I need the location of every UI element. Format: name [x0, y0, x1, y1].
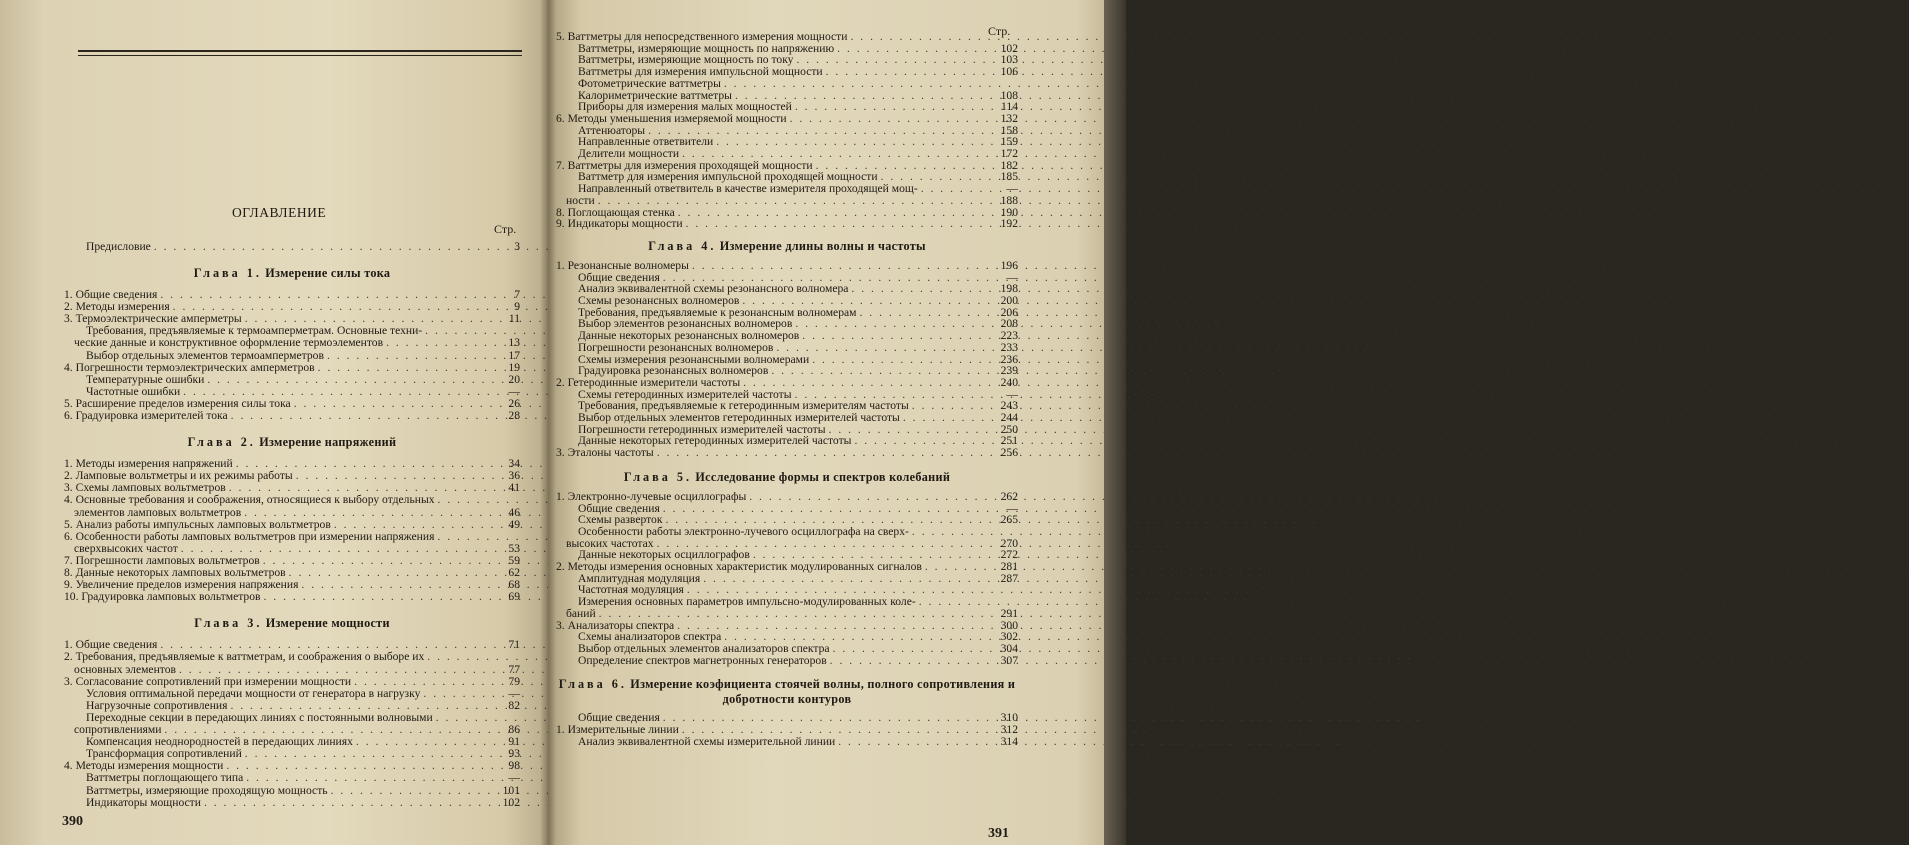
dot-leader: [331, 784, 495, 797]
toc-entry: [74, 663, 520, 676]
toc-entry-title: сопротивлениями: [74, 723, 162, 736]
toc-entry: [86, 735, 520, 748]
toc-entry: [64, 457, 520, 470]
right-page: [548, 0, 1104, 845]
toc-entry-title: элементов ламповых вольтметров: [74, 505, 242, 519]
dot-leader: [207, 373, 495, 386]
chapter-heading: [556, 239, 1018, 254]
toc-entry-title: 2. Гетеродинные измерители частоты: [556, 375, 741, 389]
page-number: 390: [62, 814, 83, 829]
toc-entry-title: 6. Градуировка измерителей тока: [64, 409, 228, 422]
toc-entry-title: Схемы разверток: [578, 513, 663, 527]
toc-entry-title: Выбор отдельных элементов гетеродинных измерителей частоты: [578, 411, 900, 424]
toc-entry-title: 6. Методы уменьшения измеряемой мощности: [556, 111, 787, 125]
dot-leader: [427, 650, 495, 663]
toc-entry-page: 206: [1000, 305, 1018, 319]
toc-entry-title: Выбор элементов резонансных волномеров: [578, 317, 793, 331]
toc-entry-page: 13: [508, 336, 520, 350]
dot-leader: [154, 240, 495, 253]
toc-entry-page: 262: [1000, 489, 1018, 503]
toc-entry-title: Ваттметры для измерения импульсной мощности: [578, 65, 823, 79]
toc-entry-page: 251: [1000, 434, 1018, 448]
toc-entry-page: 192: [1000, 217, 1018, 231]
toc-entry-page: 102: [502, 795, 520, 809]
toc-entry-title: Измерения основных параметров импульсно-модулированных коле-: [578, 595, 916, 609]
toc-entry-title: 9. Индикаторы мощности: [556, 217, 683, 231]
toc-entry-page: 79: [508, 674, 520, 688]
toc-entry-title: Трансформация сопротивлений: [86, 747, 242, 761]
toc-entry: [64, 590, 520, 603]
toc-entry-title: Погрешности резонансных волномеров: [578, 340, 774, 354]
dot-leader: [226, 759, 495, 772]
chapter-title: Измерение мощности: [262, 616, 390, 631]
toc-entry-title: Требования, предъявляемые к гетеродинным измерителям частоты: [578, 399, 909, 413]
toc-entry-page: —: [1006, 270, 1018, 284]
dot-leader: [231, 409, 495, 422]
toc-entry-page: 62: [508, 566, 520, 579]
toc-entry-page: 46: [508, 505, 520, 519]
toc-entry: [86, 349, 520, 362]
toc-entry-title: 1. Общие сведения: [64, 638, 158, 652]
dot-leader: [229, 481, 495, 494]
toc-entry-title: Требования, предъявляемые к термоамперметрам. Основные техни-: [86, 324, 423, 338]
toc-entry-title: ческие данные и конструктивное оформление термоэлементов: [74, 336, 384, 350]
dot-leader: [204, 796, 495, 809]
toc-entry-page: 102: [1000, 41, 1018, 55]
toc-entry-title: Предисловие: [86, 240, 151, 253]
dot-leader: [838, 735, 993, 748]
toc-entry-title: Определение спектров магнетронных генераторов: [578, 653, 827, 667]
toc-entry-page: 198: [1000, 282, 1018, 296]
toc-entry: [64, 759, 520, 772]
toc-entry-title: Делители мощности: [578, 147, 680, 160]
toc-entry-page: 281: [1000, 560, 1018, 573]
dot-leader: [160, 638, 495, 651]
toc-entry-title: 2. Методы измерения: [64, 300, 170, 314]
toc-entry-title: основных элементов: [74, 662, 176, 676]
toc-entry: [64, 518, 520, 531]
toc-entry-title: Ваттметры поглощающего типа: [86, 771, 244, 785]
dot-leader: [183, 385, 495, 398]
dot-leader: [289, 566, 495, 579]
toc-entry-page: 3: [514, 240, 520, 253]
toc-entry-page: 196: [1000, 258, 1018, 272]
toc-entry-title: Калориметрические ваттметры: [578, 88, 732, 102]
toc-entry-title: Выбор отдельных элементов термоамперметров: [86, 348, 324, 362]
toc-entry-title: 4. Основные требования и соображения, относящиеся к выбору отдельных: [64, 493, 435, 507]
dot-leader: [318, 361, 495, 374]
toc-entry-title: Ваттметры, измеряющие мощность по напряжению: [578, 41, 835, 55]
toc-entry-page: 91: [508, 735, 520, 749]
toc-entry-title: 7. Ваттметры для измерения проходящей мощности: [556, 158, 813, 172]
toc-entry-page: 188: [1000, 193, 1018, 207]
toc-entry-page: 68: [508, 578, 520, 592]
dot-leader: [425, 324, 495, 337]
dot-leader: [264, 590, 496, 603]
toc-entry: [64, 638, 520, 651]
toc-entry: [64, 578, 520, 591]
dot-leader: [245, 312, 495, 325]
toc-entry-title: 1. Измерительные линии: [556, 723, 679, 736]
toc-entry-title: 10. Градуировка ламповых вольтметров: [64, 590, 261, 604]
toc-entry-page: 93: [508, 747, 520, 761]
dot-leader: [179, 663, 495, 676]
chapter-title: Измерение коэфициента стоячей волны, полного сопротивления и добротности контуров: [626, 677, 1016, 707]
dot-leader: [245, 747, 495, 760]
toc-entry-page: —: [1006, 387, 1018, 401]
toc-entry-title: Градуировка резонансных волномеров: [578, 364, 769, 378]
toc-entry: [86, 373, 520, 386]
toc-entry: [64, 312, 520, 325]
toc-entry-title: Анализ эквивалентной схемы резонансного волномера: [578, 282, 849, 296]
toc-entry-page: —: [508, 771, 520, 785]
dot-leader: [686, 217, 993, 230]
toc-entry-page: 41: [508, 481, 520, 495]
toc-entry-page: 98: [508, 759, 520, 773]
toc-entry-page: 86: [508, 723, 520, 736]
dot-leader: [327, 349, 495, 362]
toc-entry-title: 3. Термоэлектрические амперметры: [64, 312, 242, 326]
chapter-label: Глава 4.: [648, 238, 717, 253]
toc-entry-title: 8. Данные некоторых ламповых вольтметров: [64, 566, 286, 579]
toc-entry-page: 34: [508, 457, 520, 471]
toc-entry-title: высоких частотах: [566, 536, 654, 550]
toc-entry-title: Общие сведения: [578, 711, 660, 725]
chapter-title: Исследование формы и спектров колебаний: [692, 469, 951, 484]
dot-leader: [354, 675, 495, 688]
dot-leader: [181, 542, 495, 555]
chapter-label: Глава 5.: [623, 469, 693, 484]
toc-entry-page: 108: [1000, 88, 1018, 102]
toc-entry: [64, 675, 520, 688]
chapter-label: Глава 2.: [187, 435, 256, 450]
toc-entry-page: 287: [1000, 571, 1018, 585]
toc-entry: [64, 361, 520, 374]
dot-leader: [830, 654, 993, 667]
toc-entry: [64, 493, 520, 506]
toc-entry-title: 1. Электронно-лучевые осциллографы: [556, 489, 747, 503]
toc-entry-page: 314: [1000, 734, 1018, 748]
decorative-rule: [78, 55, 522, 56]
chapter-label: Глава 3.: [194, 616, 263, 631]
toc-entry: [74, 506, 520, 519]
toc-entry-page: 243: [1000, 399, 1018, 413]
toc-entry-page: 172: [1000, 147, 1018, 160]
page-edge: [1104, 0, 1126, 845]
toc-entry-title: Переходные секции в передающих линиях с постоянными волновыми: [86, 710, 433, 724]
toc-entry-page: 114: [1001, 100, 1018, 114]
toc-entry: [64, 530, 520, 543]
toc-entry-title: 5. Анализ работы импульсных ламповых вольтметров: [64, 517, 331, 531]
toc-entry: [86, 385, 520, 398]
toc-entry-page: 223: [1000, 329, 1018, 343]
toc-entry-title: 7. Погрешности ламповых вольтметров: [64, 553, 260, 567]
toc-entry: [86, 747, 520, 760]
toc-entry-page: 7: [514, 288, 520, 301]
toc-entry-page: 20: [508, 372, 520, 386]
toc-entry-title: 1. Резонансные волномеры: [556, 258, 689, 272]
toc-entry-title: 3. Эталоны частоты: [556, 446, 654, 460]
chapter-heading: [556, 470, 1018, 485]
dot-leader: [423, 687, 495, 700]
toc-entry-page: 19: [508, 360, 520, 374]
toc-title: ОГЛАВЛЕНИЕ: [232, 205, 327, 220]
dot-leader: [437, 530, 495, 543]
dot-leader: [386, 336, 495, 349]
toc-entry-page: 272: [1000, 548, 1018, 562]
toc-entry-title: Частотная модуляция: [578, 583, 684, 597]
toc-entry-page: 208: [1000, 317, 1018, 331]
toc-entry-page: 69: [508, 590, 520, 604]
toc-entry-page: 250: [1000, 422, 1018, 436]
toc-entry-title: Схемы резонансных волномеров: [578, 294, 740, 307]
toc-entry-title: 4. Методы измерения мощности: [64, 759, 224, 773]
dot-leader: [236, 457, 495, 470]
toc-entry-title: Анализ эквивалентной схемы измерительной линии: [578, 734, 836, 748]
toc-entry-title: Индикаторы мощности: [86, 795, 201, 809]
toc-entry-title: 6. Особенности работы ламповых вольтметров при измерении напряжения: [64, 529, 435, 543]
chapter-label: Глава 6.: [558, 677, 627, 692]
toc-entry-page: 312: [1000, 723, 1018, 736]
dot-leader: [438, 493, 495, 506]
dot-leader: [173, 300, 495, 313]
toc-entry-page: 71: [508, 638, 520, 652]
toc-entry-title: Требования, предъявляемые к резонансным волномерам: [578, 305, 857, 319]
dot-leader: [263, 554, 495, 567]
toc-entry-page: 190: [1000, 205, 1018, 219]
toc-entry-page: 159: [1000, 135, 1018, 149]
toc-entry-page: 59: [508, 553, 520, 567]
toc-entry-title: сверхвысоких частот: [74, 541, 178, 555]
page-column-label: Стр.: [988, 24, 1011, 38]
toc-entry: [86, 687, 520, 700]
toc-entry-title: 2. Методы измерения основных характеристик модулированных сигналов: [556, 560, 922, 573]
chapter-heading: [64, 616, 520, 631]
toc-entry-title: Фотометрические ваттметры: [578, 76, 721, 90]
toc-entry: [86, 784, 520, 797]
toc-entry: [64, 469, 520, 482]
toc-entry-title: Направленный ответвитель в качестве измерителя проходящей мощ-: [578, 182, 918, 196]
toc-entry-title: 3. Анализаторы спектра: [556, 618, 675, 632]
toc-entry: [64, 409, 520, 422]
toc-entry-title: 3. Согласование сопротивлений при измерении мощности: [64, 674, 352, 688]
toc-entry: [578, 654, 1018, 667]
toc-entry-page: 310: [1000, 711, 1018, 725]
toc-entry-title: 8. Поглощающая стенка: [556, 205, 675, 219]
chapter-label: Глава 1.: [193, 266, 262, 280]
toc-entry-title: 2. Требования, предъявляемые к ваттметрам, и соображения о выборе их: [64, 650, 425, 664]
toc-entry-title: Температурные ошибки: [86, 372, 205, 386]
dot-leader: [436, 711, 495, 724]
toc-entry-title: Нагрузочные сопротивления: [86, 698, 228, 712]
toc-entry-title: Компенсация неоднородностей в передающих линиях: [86, 735, 353, 749]
left-page: [0, 0, 548, 845]
toc-entry: [74, 723, 520, 736]
page-number: 391: [988, 826, 1009, 841]
toc-entry: [86, 796, 520, 809]
toc-entry: [556, 446, 1018, 459]
decorative-rule: [78, 50, 522, 52]
toc-entry-title: Схемы анализаторов спектра: [578, 630, 722, 644]
toc-entry: [64, 650, 520, 663]
toc-entry-title: Схемы гетеродинных измерителей частоты: [578, 387, 792, 401]
toc-entry-title: 4. Погрешности термоэлектрических амперметров: [64, 360, 315, 374]
toc-entry-title: Особенности работы электронно-лучевого осциллографа на сверх-: [578, 524, 909, 538]
toc-entry-page: 236: [1000, 352, 1018, 366]
toc-entry-title: баний: [566, 606, 596, 620]
toc-entry-page: 270: [1000, 536, 1018, 550]
toc-entry: [64, 481, 520, 494]
toc-entry-title: Общие сведения: [578, 270, 660, 284]
toc-entry-page: 103: [1000, 53, 1018, 67]
toc-entry-page: —: [508, 384, 520, 398]
toc-entry-title: Направленные ответвители: [578, 135, 714, 149]
dot-leader: [230, 699, 495, 712]
toc-entry: [64, 554, 520, 567]
toc-entry-title: Общие сведения: [578, 501, 660, 515]
toc-entry-page: —: [1006, 501, 1018, 515]
toc-entry-page: 36: [508, 469, 520, 483]
dot-leader: [301, 578, 495, 591]
toc-entry-title: Ваттметры, измеряющие мощность по току: [578, 53, 794, 67]
book-gutter: [540, 0, 556, 845]
toc-entry-page: 239: [1000, 364, 1018, 378]
toc-entry-title: 1. Методы измерения напряжений: [64, 457, 233, 471]
toc-entry: [74, 542, 520, 555]
toc-entry-page: 244: [1000, 411, 1018, 424]
toc-entry-page: 240: [1000, 375, 1018, 389]
chapter-title: Измерение напряжений: [255, 435, 397, 450]
toc-entry-page: 11: [508, 312, 520, 326]
dot-leader: [244, 506, 495, 519]
toc-entry-page: 304: [1000, 641, 1018, 655]
toc-entry-title: Условия оптимальной передачи мощности от генератора в нагрузку: [86, 686, 421, 700]
toc-entry-page: 132: [1000, 111, 1018, 125]
toc-entry-page: 182: [1000, 158, 1018, 172]
toc-entry-page: 256: [1000, 446, 1018, 460]
toc-entry-title: 5. Расширение пределов измерения силы тока: [64, 396, 291, 410]
toc-entry-page: 101: [502, 783, 520, 797]
dot-leader: [160, 288, 495, 301]
toc-entry: [74, 336, 520, 349]
toc-entry-page: 26: [508, 396, 520, 410]
toc-entry: [86, 699, 520, 712]
toc-entry: [86, 324, 520, 337]
chapter-heading: [556, 677, 1018, 707]
toc-entry-page: 49: [508, 517, 520, 531]
toc-entry: [64, 566, 520, 579]
toc-entry-page: 233: [1000, 340, 1018, 354]
toc-entry-page: 300: [1000, 618, 1018, 632]
toc-entry-page: 302: [1000, 630, 1018, 644]
toc-entry-page: 82: [508, 698, 520, 712]
toc-entry-page: 17: [508, 348, 520, 362]
chapter-heading: [64, 435, 520, 450]
dot-leader: [296, 469, 495, 482]
toc-entry-title: 2. Ламповые вольтметры и их режимы работы: [64, 469, 293, 483]
toc-entry: [64, 288, 520, 301]
toc-entry-title: Данные некоторых осциллографов: [578, 548, 750, 562]
toc-entry-title: Данные некоторых гетеродинных измерителей частоты: [578, 434, 852, 448]
chapter-heading: [64, 266, 520, 281]
toc-entry-title: 1. Общие сведения: [64, 288, 158, 301]
toc-entry: [86, 711, 520, 724]
chapter-title: Измерение силы тока: [261, 266, 391, 280]
dot-leader: [356, 735, 495, 748]
dot-leader: [334, 518, 495, 531]
toc-entry-title: 5. Ваттметры для непосредственного измерения мощности: [556, 30, 848, 43]
toc-entry-title: Ваттметры, измеряющие проходящую мощность: [86, 783, 328, 797]
toc-entry-title: Выбор отдельных элементов анализаторов спектра: [578, 641, 830, 655]
toc-entry: [64, 300, 520, 313]
toc-entry-page: 9: [514, 300, 520, 314]
toc-entry-title: Погрешности гетеродинных измерителей частоты: [578, 422, 826, 436]
page-column-label: Стр.: [494, 222, 517, 236]
toc-entry-title: Схемы измерения резонансными волномерами: [578, 352, 810, 366]
toc-entry-page: 106: [1000, 65, 1018, 79]
toc-entry-page: 28: [508, 409, 520, 422]
toc-entry-page: —: [508, 686, 520, 700]
toc-entry-page: 200: [1000, 294, 1018, 307]
toc-entry: [86, 240, 520, 253]
toc-entry-title: Аттенюаторы: [578, 123, 646, 137]
toc-entry-title: Ваттметр для измерения импульсной проходящей мощности: [578, 170, 878, 184]
chapter-title: Измерение длины волны и частоты: [716, 238, 926, 253]
toc-entry: [556, 217, 1018, 230]
toc-entry: [64, 397, 520, 410]
toc-entry: [578, 735, 1018, 748]
toc-entry-title: 9. Увеличение пределов измерения напряжения: [64, 578, 299, 592]
toc-entry-title: 3. Схемы ламповых вольтметров: [64, 481, 226, 495]
toc-entry-page: 307: [1000, 653, 1018, 667]
dot-leader: [164, 723, 495, 736]
toc-entry-page: 77: [508, 662, 520, 676]
dot-leader: [246, 771, 495, 784]
toc-entry-page: 158: [1000, 123, 1018, 137]
dot-leader: [294, 397, 495, 410]
toc-entry-page: 53: [508, 541, 520, 555]
toc-entry-page: 265: [1000, 513, 1018, 527]
toc-entry-title: Частотные ошибки: [86, 384, 181, 398]
toc-entry-page: 185: [1000, 170, 1018, 184]
toc-entry: [86, 771, 520, 784]
toc-entry-page: —: [1006, 182, 1018, 196]
toc-entry-page: 291: [1000, 606, 1018, 620]
dot-leader: [657, 446, 993, 459]
toc-entry-title: Амплитудная модуляция: [578, 571, 701, 585]
toc-entry-title: Приборы для измерения малых мощностей: [578, 100, 792, 114]
toc-entry-title: ности: [566, 193, 595, 207]
toc-entry-title: Данные некоторых резонансных волномеров: [578, 329, 800, 343]
